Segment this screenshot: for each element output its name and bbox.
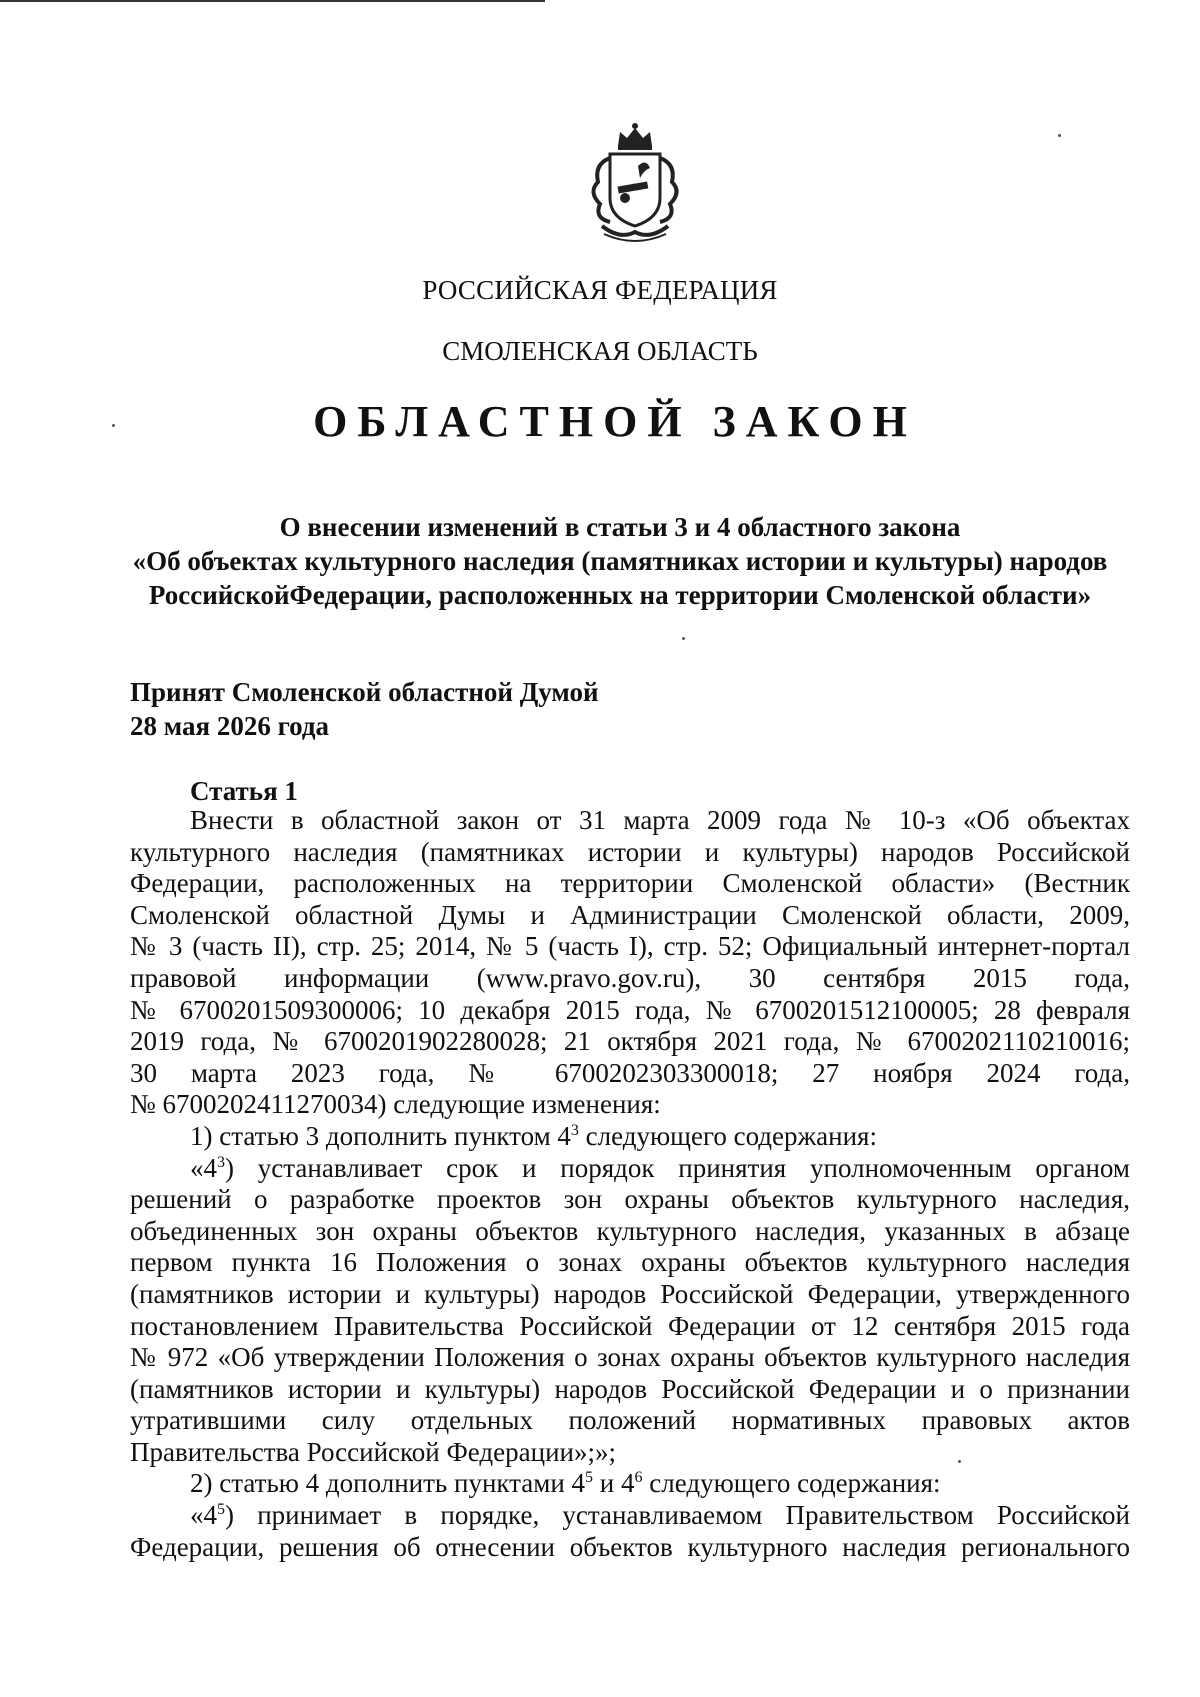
text-line: № 3 (часть II), стр. 25; 2014, № 5 (часть I), стр. 52; Официальный интернет-портал: [130, 931, 1130, 962]
text-line: утратившими силу отдельных положений нормативных правовых актов: [130, 1405, 1130, 1436]
text-line: первом пункта 16 Положения о зонах охраны объектов культурного наследия: [130, 1247, 1130, 1278]
text-line: культурного наследия (памятниках истории и культуры) народов Российской: [130, 836, 1130, 867]
text-line: Федерации, расположенных на территории Смоленской области» (Вестник: [130, 868, 1130, 899]
article-body: [130, 805, 1130, 1563]
scan-speck: [112, 424, 115, 427]
text-line: № 6700202411270034) следующие изменения:: [130, 1089, 661, 1120]
item-2-intro: 2) статью 4 дополнить пунктами $4^5$ и $4^6$ следующего содержания:: [190, 1468, 941, 1499]
adoption-body: Принят Смоленской областной Думой: [130, 677, 599, 707]
law-subject-line: РоссийскойФедерации, расположенных на территории Смоленской области»: [148, 580, 1092, 610]
scan-speck: [1058, 134, 1061, 137]
text-line: (памятников истории и культуры) народов Российской Федерации и о признании: [130, 1373, 1130, 1404]
text-line: Внести в областной закон от 31 марта 2009 года № 10-з «Об объектах: [190, 805, 1130, 835]
text-line: решений о разработке проектов зон охраны объектов культурного наследия,: [130, 1184, 1130, 1215]
item-2-quote-start: «$4^5$) принимает в порядке, устанавливаемом Правительством Российской: [190, 1500, 1130, 1531]
law-subject-line: «Об объектах культурного наследия (памятниках истории и культуры) народов: [132, 546, 1108, 576]
text-line: 2019 года, № 6700201902280028; 21 октября 2021 года, № 6700202110210016;: [130, 1026, 1130, 1057]
adoption-date: 28 мая 2026 года: [130, 711, 330, 741]
adoption-info: [130, 675, 599, 743]
law-subject: [110, 510, 1130, 612]
text-line: объединенных зон охраны объектов культурного наследия, указанных в абзаце: [130, 1215, 1130, 1246]
scan-top-edge: [0, 0, 545, 2]
text-line: правовой информации (www.pravo.gov.ru), 30 сентября 2015 года,: [130, 962, 1130, 993]
text-line: постановлением Правительства Российской Федерации от 12 сентября 2015 года: [130, 1310, 1130, 1341]
item-1-quote-start: «$4^3$) устанавливает срок и порядок принятия уполномоченным органом: [190, 1152, 1130, 1183]
text-line: 30 марта 2023 года, № 6700202303300018; 27 ноября 2024 года,: [130, 1057, 1130, 1088]
item-1-intro: 1) статью 3 дополнить пунктом $4^3$ следующего содержания:: [190, 1120, 877, 1151]
law-subject-line: О внесении изменений в статьи 3 и 4 областного закона: [279, 512, 961, 542]
smolensk-coat-of-arms-icon: [580, 118, 690, 248]
text-line: Федерации, решения об отнесении объектов культурного наследия регионального: [130, 1531, 1130, 1562]
scan-speck: [958, 1460, 961, 1463]
scan-speck: [682, 637, 685, 640]
text-line: (памятников истории и культуры) народов Российской Федерации, утвержденного: [130, 1278, 1130, 1309]
region-heading: СМОЛЕНСКАЯ ОБЛАСТЬ: [442, 336, 758, 366]
article-heading: Статья 1: [190, 776, 298, 806]
text-line: Правительства Российской Федерации»;»;: [130, 1436, 616, 1467]
law-type-title: ОБЛАСТНОЙ ЗАКОН: [313, 397, 917, 446]
text-line: № 972 «Об утверждении Положения о зонах охраны объектов культурного наследия: [130, 1342, 1130, 1373]
text-line: № 6700201509300006; 10 декабря 2015 года, № 6700201512100005; 28 февраля: [130, 994, 1130, 1025]
text-line: Смоленской областной Думы и Администрации Смоленской области, 2009,: [130, 899, 1130, 930]
federation-heading: РОССИЙСКАЯ ФЕДЕРАЦИЯ: [422, 275, 778, 305]
